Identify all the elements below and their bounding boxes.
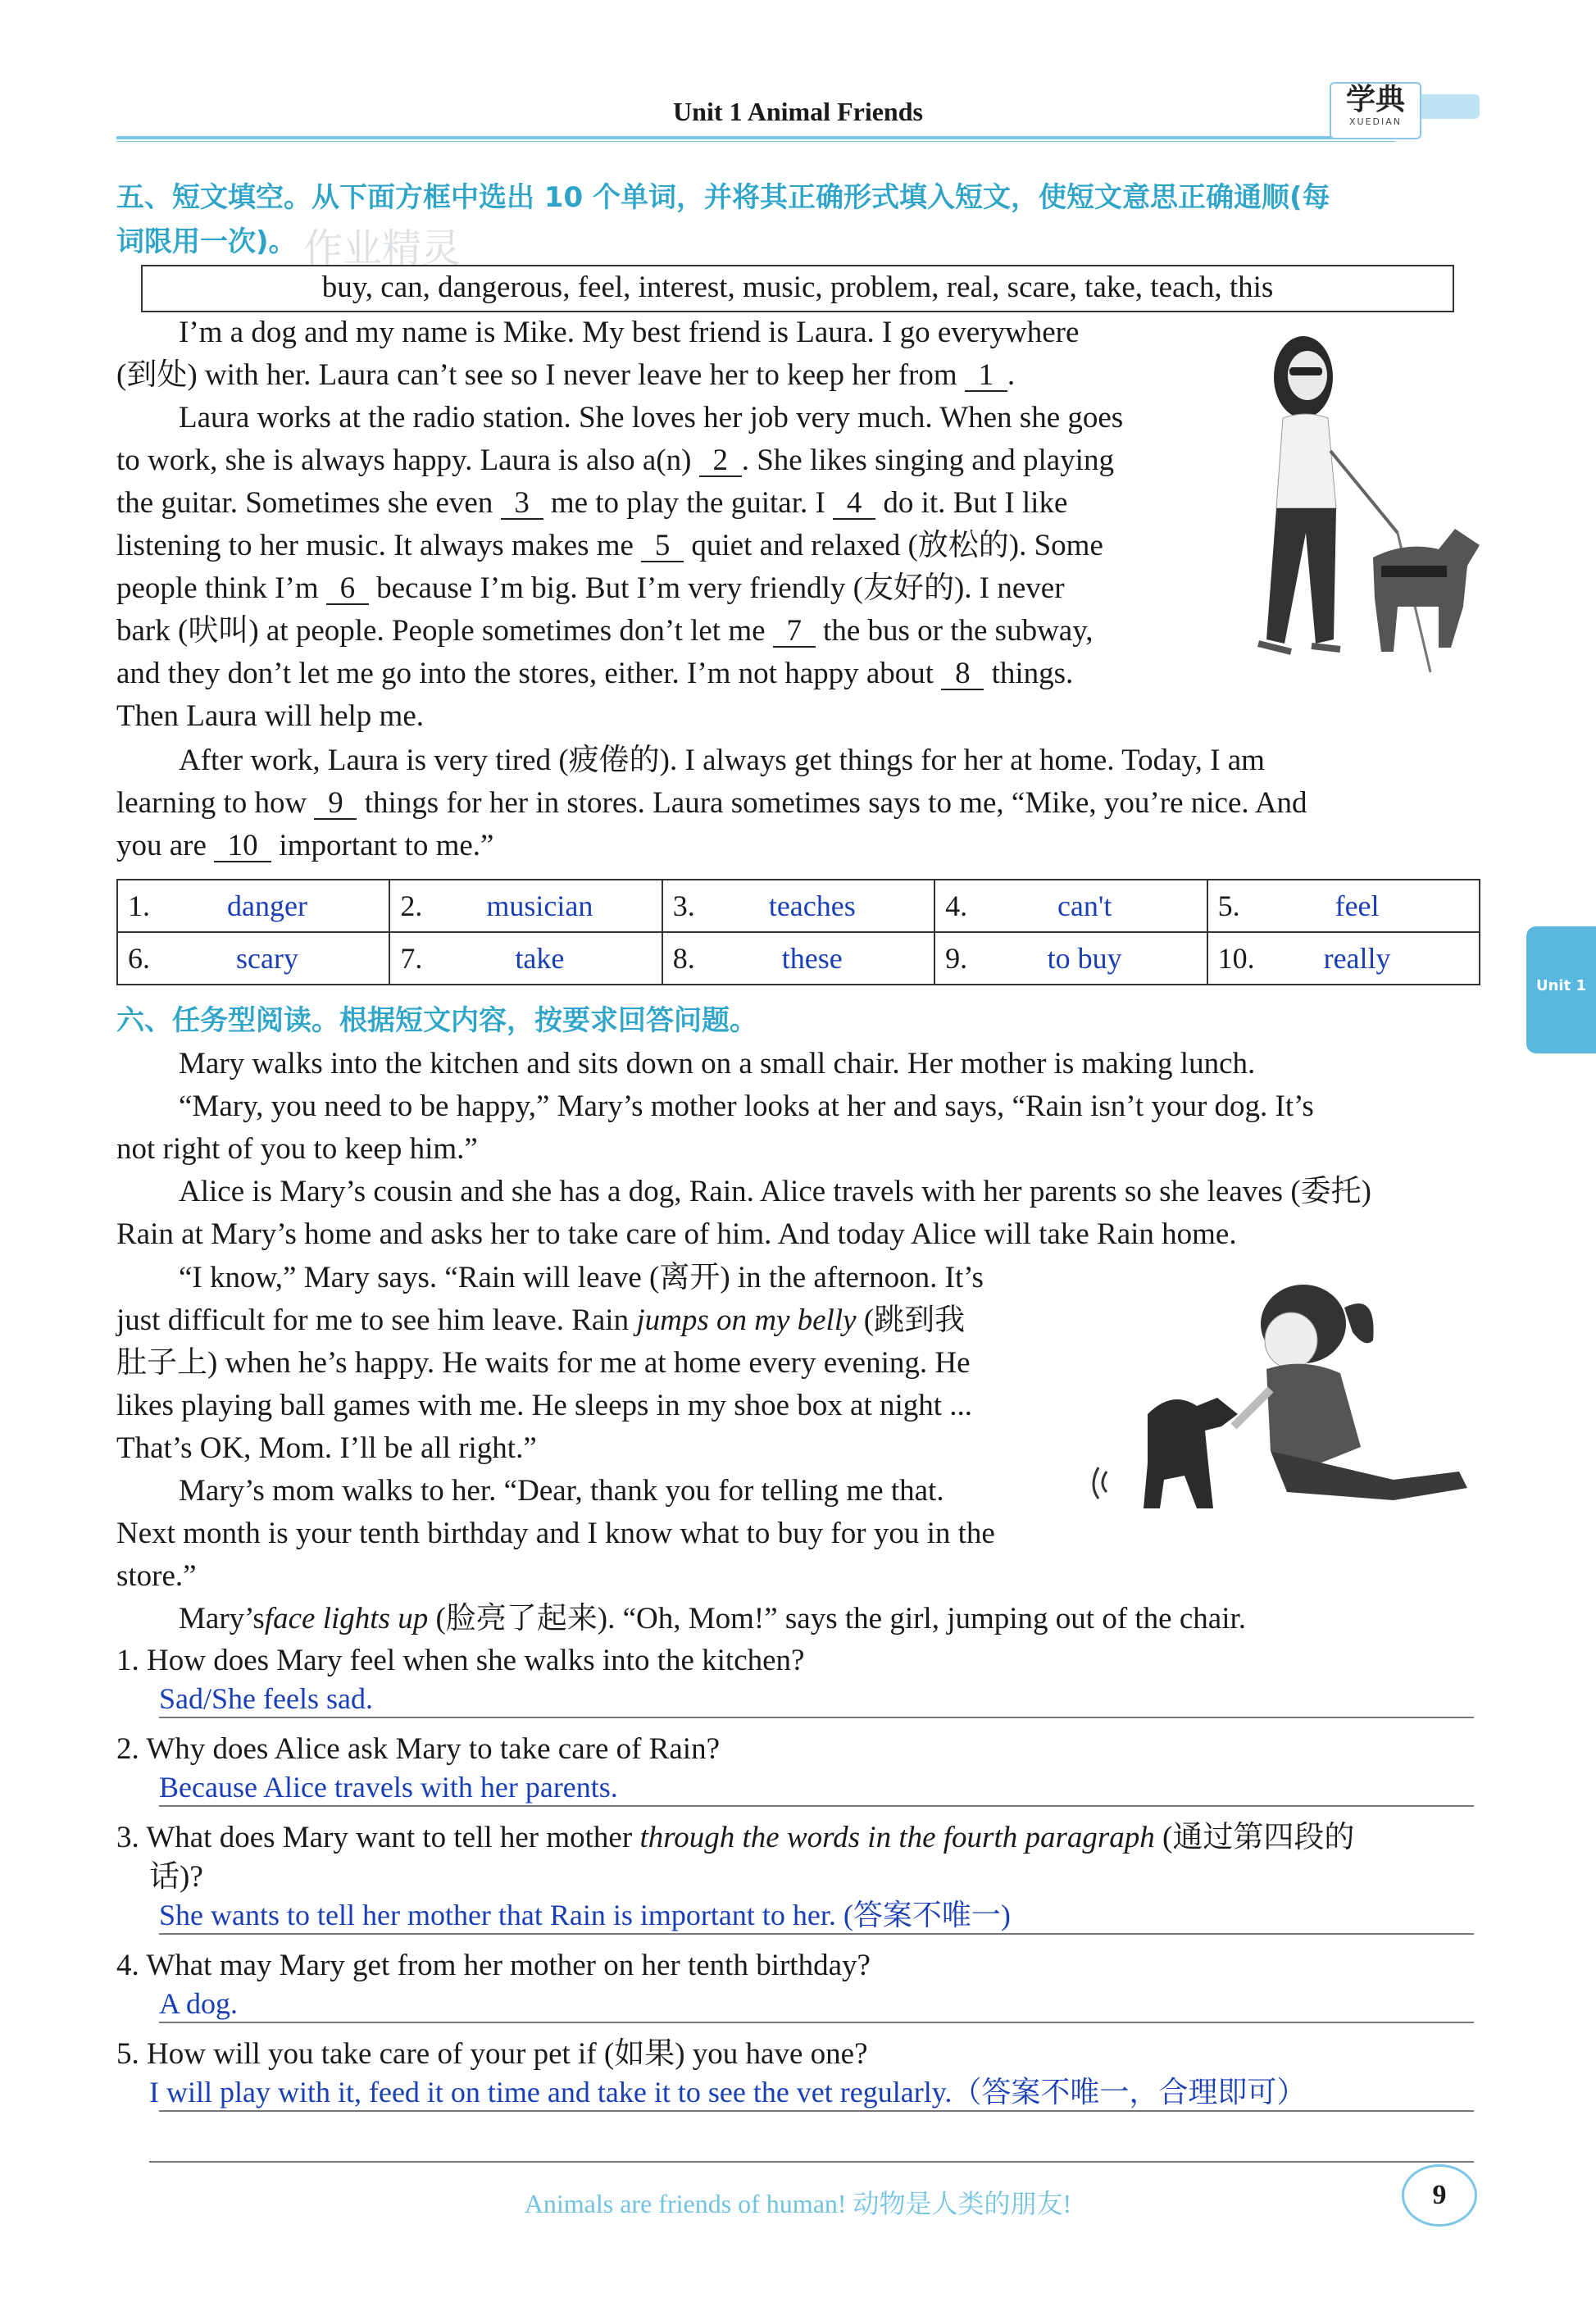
- s6-p3-line1: Alice is Mary’s cousin and she has a dog, Rain. Alice travels with her parents so she leaves (委托): [179, 1175, 1371, 1208]
- passage-6-part2: [116, 1257, 1074, 1598]
- question-1: [116, 1641, 1474, 1718]
- answer-rule: [159, 1933, 1474, 1935]
- girl-and-dog-illustration: [1082, 1275, 1484, 1521]
- s6-p4-line5: That’s OK, Mom. I’ll be all right.”: [116, 1431, 537, 1465]
- logo-en: XUEDIAN: [1348, 116, 1402, 127]
- answer-cell: 9. to buy: [934, 932, 1207, 985]
- publisher-logo: [1330, 82, 1421, 139]
- question-text: 1. How does Mary feel when she walks into the kitchen?: [116, 1644, 805, 1677]
- answer-value[interactable]: can't: [1057, 889, 1112, 922]
- question-text-cont: 话)?: [149, 1860, 203, 1894]
- answer-cell: 2. musician: [389, 880, 662, 932]
- section5-title-line2: 词限用一次)。: [116, 225, 297, 258]
- s6-p5-line2: Next month is your tenth birthday and I know what to buy for you in the: [116, 1517, 995, 1550]
- answer-value[interactable]: musician: [486, 889, 593, 922]
- question-5: [116, 2035, 1474, 2163]
- s6-p4-line2: just difficult for me to see him leave. Rain jumps on my belly (跳到我: [116, 1303, 966, 1337]
- p1-line1: I’m a dog and my name is Mike. My best friend is Laura. I go everywhere: [179, 316, 1080, 349]
- p2-line1: Laura works at the radio station. She loves her job very much. When she goes: [179, 401, 1124, 434]
- p2-line6: bark (吠叫) at people. People sometimes don’t let me 7 the bus or the subway,: [116, 614, 1094, 648]
- answer-value[interactable]: take: [515, 942, 565, 975]
- answer-value[interactable]: feel: [1335, 889, 1380, 922]
- answer-text[interactable]: I will play with it, feed it on time and take it to see the vet regularly.（答案不唯一，合理即可）: [149, 2076, 1307, 2109]
- blank-5[interactable]: 5: [641, 531, 684, 562]
- answer-value[interactable]: scary: [236, 942, 298, 975]
- s6-p3-line2: Rain at Mary’s home and asks her to take care of him. And today Alice will take Rain home.: [116, 1217, 1237, 1251]
- question-text: 2. Why does Alice ask Mary to take care of Rain?: [116, 1732, 720, 1766]
- p3-line3: you are 10 important to me.”: [116, 829, 494, 862]
- answer-value[interactable]: to buy: [1047, 942, 1122, 975]
- answer-row: [117, 932, 1480, 985]
- answer-cell: 6. scary: [117, 932, 389, 985]
- p2-line5: people think I’m 6 because I’m big. But I’m very friendly (友好的). I never: [116, 571, 1065, 605]
- answer-cell: 1. danger: [117, 880, 389, 932]
- p1-line2: (到处) with her. Laura can’t see so I never leave her to keep her from 1 .: [116, 358, 1016, 392]
- question-3: [116, 1818, 1474, 1935]
- watermark: 作业精灵: [303, 225, 462, 271]
- answer-cell: 8. these: [662, 932, 934, 985]
- answer-value[interactable]: teaches: [768, 889, 856, 922]
- question-text: 5. How will you take care of your pet if (如果) you have one?: [116, 2037, 868, 2071]
- s6-p5-line1: Mary’s mom walks to her. “Dear, thank you for telling me that.: [179, 1474, 944, 1508]
- answer-text[interactable]: Because Alice travels with her parents.: [159, 1771, 618, 1804]
- blank-4[interactable]: 4: [833, 489, 875, 520]
- answer-rule: [159, 1717, 1474, 1718]
- answer-cell: 10. really: [1207, 932, 1480, 985]
- p2-line7: and they don’t let me go into the stores, either. I’m not happy about 8 things.: [116, 657, 1074, 690]
- answer-cell: 5. feel: [1207, 880, 1480, 932]
- blank-6[interactable]: 6: [326, 574, 369, 605]
- s6-p4-line1: “I know,” Mary says. “Rain will leave (离开) in the afternoon. It’s: [179, 1261, 984, 1294]
- woman-guide-dog-illustration: [1234, 328, 1484, 689]
- blank-7[interactable]: 7: [773, 616, 816, 648]
- s6-p1: Mary walks into the kitchen and sits down on a small chair. Her mother is making lunch.: [179, 1047, 1256, 1080]
- answer-cell: 3. teaches: [662, 880, 934, 932]
- answer-cell: 7. take: [389, 932, 662, 985]
- page-header-title: Unit 1 Animal Friends: [673, 97, 923, 126]
- s6-p4-line3: 肚子上) when he’s happy. He waits for me at home every evening. He: [116, 1346, 971, 1380]
- blank-3[interactable]: 3: [501, 489, 543, 520]
- p2-line3: the guitar. Sometimes she even 3 me to play the guitar. I 4 do it. But I like: [116, 486, 1068, 520]
- blank-2[interactable]: 2: [699, 446, 742, 477]
- side-tab-label: Unit 1: [1536, 977, 1586, 994]
- answer-table: [116, 879, 1480, 985]
- passage-5-part1: [116, 312, 1211, 738]
- answer-value[interactable]: really: [1323, 942, 1391, 975]
- answer-value[interactable]: these: [781, 942, 843, 975]
- s6-p2-line2: not right of you to keep him.”: [116, 1132, 478, 1166]
- unit-side-tab: [1526, 926, 1596, 1053]
- s6-p6: Mary’sface lights up (脸亮了起来). “Oh, Mom!” says the girl, jumping out of the chair.: [179, 1602, 1247, 1635]
- answer-rule: [159, 2110, 1474, 2112]
- page-number: 9: [1402, 2164, 1477, 2227]
- blank-1[interactable]: 1: [965, 361, 1007, 392]
- section5-title-line1: 五、短文填空。从下面方框中选出 10 个单词，并将其正确形式填入短文，使短文意思正确通顺(每: [116, 181, 1330, 214]
- passage-5-part2: [116, 739, 1480, 867]
- passage-6-part1: [116, 1043, 1480, 1256]
- answer-text[interactable]: Sad/She feels sad.: [159, 1682, 373, 1715]
- answer-row: [117, 880, 1480, 932]
- p3-line2: learning to how 9 things for her in stores. Laura sometimes says to me, “Mike, you’re nice. And: [116, 786, 1307, 820]
- section6-title: 六、任务型阅读。根据短文内容，按要求回答问题。: [116, 1004, 757, 1037]
- answer-text[interactable]: She wants to tell her mother that Rain is important to her. (答案不唯一): [159, 1899, 1011, 1931]
- blank-8[interactable]: 8: [941, 659, 984, 690]
- question-4: [116, 1946, 1474, 2023]
- answer-value[interactable]: danger: [227, 889, 307, 922]
- question-text: 3. What does Mary want to tell her mother through the words in the fourth paragraph (通过第四段的: [116, 1821, 1355, 1854]
- answer-rule: [159, 2022, 1474, 2023]
- answer-rule: [159, 1805, 1474, 1807]
- word-box: buy, can, dangerous, feel, interest, music, problem, real, scare, take, teach, this: [141, 265, 1454, 312]
- p2-line8: Then Laura will help me.: [116, 699, 425, 733]
- questions-block: [116, 1641, 1474, 2163]
- question-text: 4. What may Mary get from her mother on her tenth birthday?: [116, 1949, 871, 1982]
- p2-line4: listening to her music. It always makes me 5 quiet and relaxed (放松的). Some: [116, 529, 1103, 562]
- answer-text[interactable]: A dog.: [159, 1987, 239, 2020]
- s6-p5-line3: store.”: [116, 1559, 197, 1593]
- answer-rule-extra: [149, 2161, 1474, 2163]
- header-rule: [116, 136, 1395, 139]
- footer-slogan: Animals are friends of human! 动物是人类的朋友!: [524, 2189, 1072, 2218]
- p2-line2: to work, she is always happy. Laura is also a(n) 2 . She likes singing and playing: [116, 444, 1114, 477]
- s6-p2-line1: “Mary, you need to be happy,” Mary’s mother looks at her and says, “Rain isn’t your dog. It’s: [179, 1090, 1314, 1123]
- header-rule-thin: [116, 141, 1395, 142]
- answer-cell: 4. can't: [934, 880, 1207, 932]
- logo-tail: [1418, 94, 1480, 119]
- blank-9[interactable]: 9: [314, 789, 357, 820]
- question-2: [116, 1730, 1474, 1807]
- s6-p4-line4: likes playing ball games with me. He sleeps in my shoe box at night ...: [116, 1389, 973, 1422]
- blank-10[interactable]: 10: [214, 831, 271, 862]
- passage-6-part3: [116, 1598, 1480, 1640]
- logo-cn: 学典: [1345, 83, 1405, 116]
- p3-line1: After work, Laura is very tired (疲倦的). I always get things for her at home. Today, I am: [179, 744, 1265, 777]
